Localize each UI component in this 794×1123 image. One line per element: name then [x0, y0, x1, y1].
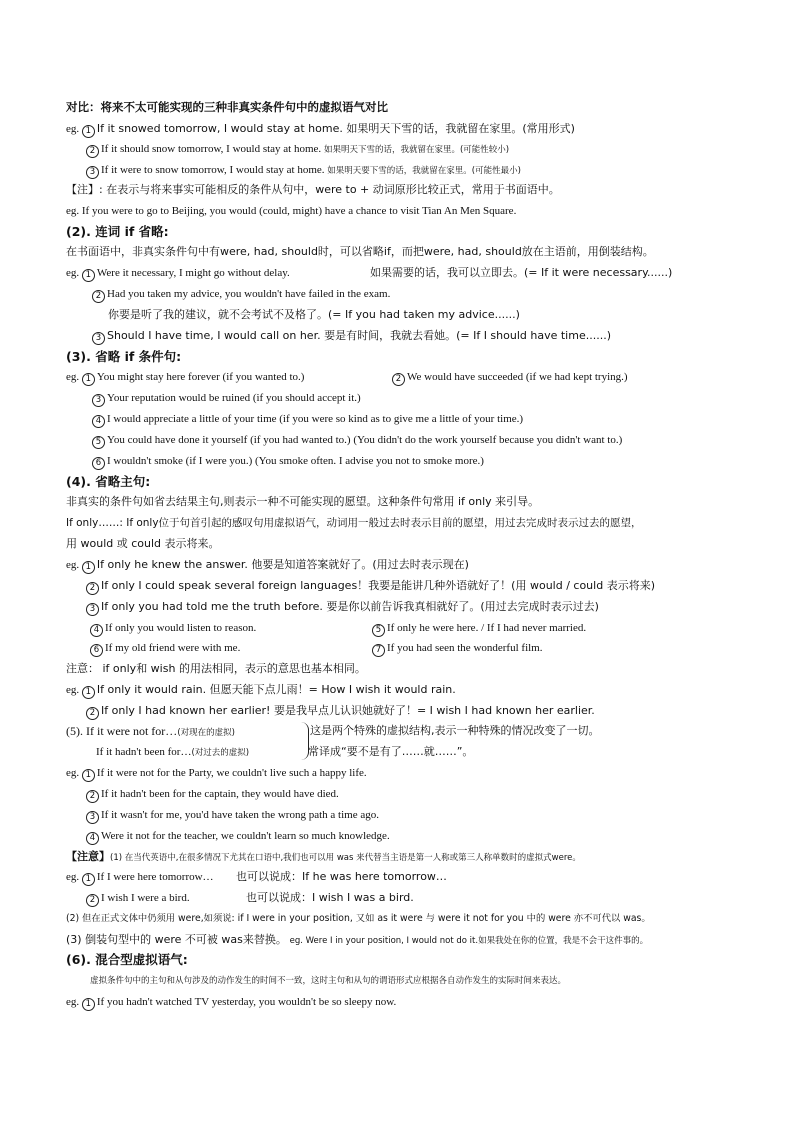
example-alternative: 也可以说成：I wish I was a bird. [246, 891, 414, 904]
example-line: 2 I wish I were a bird. [86, 891, 190, 907]
circled-number-2: 2 [86, 790, 99, 803]
section-4-intro-2: If only……: If only位于句首引起的感叹句用虚拟语气，动词用一般过去时表示目前的愿望，用过去完成时表示过去的愿望， [66, 517, 642, 529]
section-6-intro: 虚拟条件句中的主句和从句涉及的动作发生的时间不一致，这时主句和从句的谓语形式应根据各自动作发生的实际时间来表达。 [90, 976, 567, 986]
note-2-line-1: 【注意】(1) 在当代英语中,在很多情况下尤其在口语中,我们也可以用 was 来代替当主语是第一人称或第三人称单数时的虚拟式were。 [66, 850, 581, 863]
example-line: eg. 1 If only he knew the answer. 他要是知道答案就好了。(用过去时表示现在) [66, 558, 469, 572]
note-example: eg. If you were to go to Beijing, you would (could, might) have a chance to visit Tian An Men Square. [66, 205, 517, 217]
section-5-title: (5). If it were not for…(对现在的虚拟) [66, 724, 235, 738]
example-line: 2 If only I could speak several foreign languages！我要是能讲几种外语就好了！(用 would / could 表示将来) [86, 579, 655, 595]
circled-number-3: 3 [86, 166, 99, 179]
section-3-title: (3). 省略 if 条件句: [66, 349, 182, 364]
section-2-intro: 在书面语中，非真实条件句中有were, had, should时，可以省略if，而把were, had, should放在主语前，用倒装结构。 [66, 245, 654, 258]
example-line: 6 I wouldn't smoke (if I were you.) (You smoke often. I advise you not to smoke more.) [92, 454, 484, 470]
example-line: 3 If only you had told me the truth before. 要是你以前告诉我真相就好了。(用过去完成时表示过去) [86, 600, 599, 616]
circled-number-2: 2 [86, 707, 99, 720]
circled-number-3: 3 [86, 811, 99, 824]
note-2-line-3: (3) 倒装句型中的 were 不可被 was来替换。 eg. Were I in your position, I would not do it.如果我处在你的位置，我是不会干这件事的。 [66, 933, 649, 946]
example-line: eg. 1 If only it would rain. 但愿天能下点儿雨！= How I wish it would rain. [66, 683, 456, 697]
example-line: 4 Were it not for the teacher, we couldn't learn so much knowledge. [86, 829, 390, 845]
example-line: 5 You could have done it yourself (if you had wanted to.) (You didn't do the work yourself because you didn't want to.) [92, 433, 622, 449]
example-line: eg. 1 If you hadn't watched TV yesterday, you wouldn't be so sleepy now. [66, 996, 397, 1009]
note-2-line-2: (2) 但在正式文体中仍须用 were,如须说: if I were in your position, 又如 as it were 与 were it not for you 中的 were 亦不可代以 was。 [66, 913, 651, 924]
circled-number-4: 4 [86, 832, 99, 845]
section-4-intro-3: 用 would 或 could 表示将来。 [66, 537, 220, 550]
example-line: 4 I would appreciate a little of your time (if you were so kind as to give me a little of your time.) [92, 412, 523, 428]
circled-number-2: 2 [86, 894, 99, 907]
section-5-description-2: 常译成“要不是有了……就……”。 [308, 745, 474, 758]
example-line: eg. 1 If it snowed tomorrow, I would stay at home. 如果明天下雪的话，我就留在家里。(常用形式) [66, 122, 575, 136]
example-alternative: 也可以说成：If he was here tomorrow… [236, 870, 447, 883]
section-4-intro: 非真实的条件句如省去结果主句,则表示一种不可能实现的愿望。这种条件句常用 if only 来引导。 [66, 495, 540, 508]
example-line: 6 If my old friend were with me. [90, 641, 240, 657]
circled-number-2: 2 [392, 373, 405, 386]
circled-number-4: 4 [92, 415, 105, 428]
circled-number-1: 1 [82, 269, 95, 282]
example-line: eg. 1 If it were not for the Party, we couldn't live such a happy life. [66, 767, 367, 780]
example-line: 3 Your reputation would be ruined (if you should accept it.) [92, 391, 361, 407]
circled-number-1: 1 [82, 373, 95, 386]
note-line: 注意： if only和 wish 的用法相同，表示的意思也基本相同。 [66, 662, 366, 675]
circled-number-1: 1 [82, 686, 95, 699]
example-line: 3 Should I have time, I would call on her. 要是有时间，我就去看她。(= If I should have time......) [92, 329, 611, 345]
example-line: 2 We would have succeeded (if we had kept trying.) [392, 370, 628, 386]
example-line: 3 If it were to snow tomorrow, I would stay at home. 如果明天要下雪的话，我就留在家里。(可能性最小) [86, 163, 521, 179]
example-translation: 如果需要的话，我可以立即去。(= If it were necessary......) [370, 266, 673, 279]
example-line: 5 If only he were here. / If I had never married. [372, 621, 586, 637]
section-4-title: (4). 省略主句: [66, 474, 151, 489]
circled-number-1: 1 [82, 998, 95, 1011]
section-2-title: (2). 连词 if 省略: [66, 224, 169, 239]
example-line: 4 If only you would listen to reason. [90, 621, 256, 637]
section-5-line-2: If it hadn't been for…(对过去的虚拟) [96, 746, 250, 758]
example-line: 2 Had you taken my advice, you wouldn't have failed in the exam. [92, 287, 390, 303]
example-line: 3 If it wasn't for me, you'd have taken the wrong path a time ago. [86, 808, 379, 824]
circled-number-2: 2 [92, 290, 105, 303]
circled-number-6: 6 [92, 457, 105, 470]
circled-number-3: 3 [86, 603, 99, 616]
circled-number-3: 3 [92, 332, 105, 345]
circled-number-3: 3 [92, 394, 105, 407]
example-line: eg. 1 You might stay here forever (if you wanted to.) [66, 371, 305, 384]
circled-number-1: 1 [82, 561, 95, 574]
example-line: 2 If it hadn't been for the captain, they would have died. [86, 787, 339, 803]
example-line: 2 If only I had known her earlier! 要是我早点儿认识她就好了！= I wish I had known her earlier. [86, 704, 595, 720]
comparison-title: 对比：将来不太可能实现的三种非真实条件句中的虚拟语气对比 [66, 100, 388, 114]
example-translation: 你要是听了我的建议，就不会考试不及格了。(= If you had taken my advice......) [108, 308, 520, 321]
example-line: eg. 1 If I were here tomorrow… [66, 871, 214, 884]
circled-number-5: 5 [92, 436, 105, 449]
section-6-title: (6). 混合型虚拟语气: [66, 952, 188, 967]
example-line: eg. 1 Were it necessary, I might go without delay. [66, 267, 290, 280]
circled-number-2: 2 [86, 145, 99, 158]
example-line: 7 If you had seen the wonderful film. [372, 641, 542, 657]
circled-number-4: 4 [90, 624, 103, 637]
circled-number-1: 1 [82, 125, 95, 138]
section-5-description: 这是两个特殊的虚拟结构,表示一种特殊的情况改变了一切。 [310, 724, 600, 737]
circled-number-7: 7 [372, 644, 385, 657]
circled-number-6: 6 [90, 644, 103, 657]
circled-number-5: 5 [372, 624, 385, 637]
circled-number-1: 1 [82, 873, 95, 886]
example-line: 2 If it should snow tomorrow, I would stay at home. 如果明天下雪的话，我就留在家里。(可能性较小) [86, 142, 509, 158]
circled-number-1: 1 [82, 769, 95, 782]
circled-number-2: 2 [86, 582, 99, 595]
note-line: 【注】: 在表示与将来事实可能相反的条件从句中，were to + 动词原形比较正式，常用于书面语中。 [66, 183, 560, 196]
